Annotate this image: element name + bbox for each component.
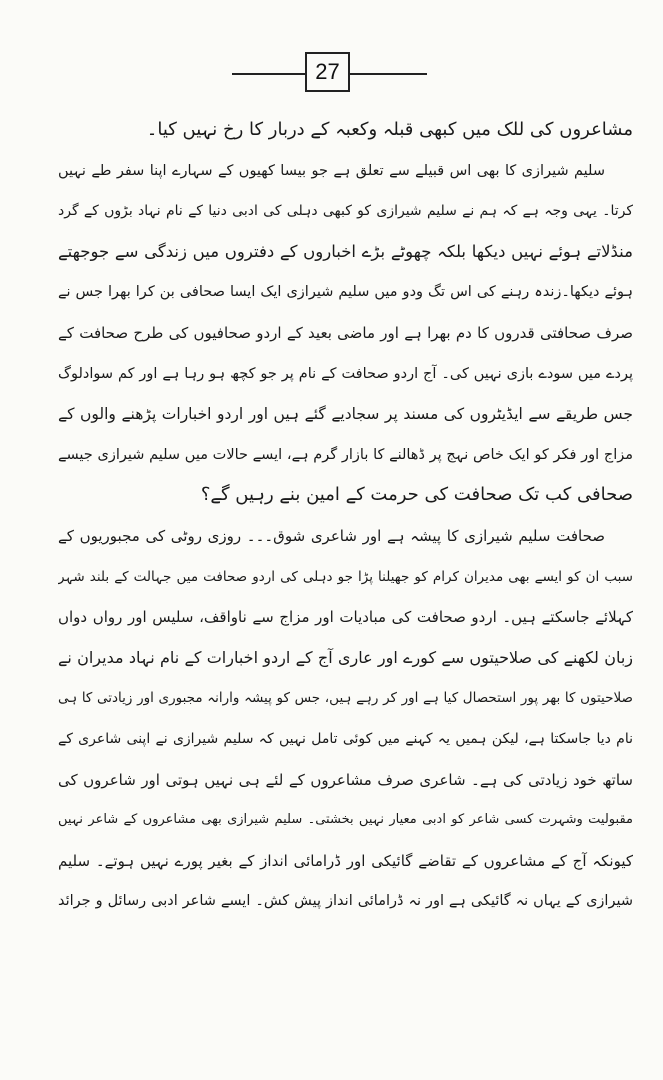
header-rule-right (347, 73, 427, 75)
text-line: صرف صحافتی قدروں کا دم بھرا ہے اور ماضی بعید کے اردو صحافیوں کی طرح صحافت کے (58, 323, 633, 342)
text-line: ساتھ خود زیادتی کی ہے۔ شاعری صرف مشاعروں کے لئے ہی نہیں ہوتی اور شاعروں کی (58, 770, 633, 789)
text-line: پردے میں سودے بازی نہیں کی۔ آج اردو صحافت کے نام پر جو کچھ ہو رہا ہے اور کم سوادلوگ (58, 365, 633, 382)
body-text (58, 110, 633, 922)
text-line: شیرازی کے یہاں نہ گائیکی ہے اور نہ ڈرامائی انداز پیش کش۔ ایسے شاعر ادبی رسائل و جرائد (58, 893, 633, 910)
text-line: صحافت سلیم شیرازی کا پیشہ ہے اور شاعری شوق۔۔۔ روزی روٹی کی مجبوریوں کے (58, 526, 605, 545)
text-line: صلاحیتوں کا بھر پور استحصال کیا ہے اور کر رہے ہیں، جس کو پیشہ وارانہ مجبوری اور زیادتی کا ہی (58, 690, 633, 707)
text-line: سلیم شیرازی کا بھی اس قبیلے سے تعلق ہے جو بیسا کھیوں کے سہارے اپنا سفر طے نہیں (58, 162, 605, 179)
text-line: صحافی کب تک صحافت کی حرمت کے امین بنے رہیں گے؟ (200, 484, 633, 506)
page-header (0, 52, 663, 96)
text-line: سبب ان کو ایسے بھی مدیران کرام کو جھیلنا پڑا جو دہلی کی اردو صحافت میں جہالت کے بلند شہر (58, 568, 633, 585)
text-line: منڈلاتے ہوئے نہیں دیکھا بلکہ چھوٹے بڑے اخباروں کے دفتروں میں زندگی سے جوجھتے (58, 241, 633, 261)
text-line: جس طریقے سے ایڈیٹروں کی مسند پر سجادیے گئے ہیں اور اردو اخبارات پڑھنے والوں کے (58, 405, 633, 424)
text-line: کیونکہ آج کے مشاعروں کے تقاضے گائیکی اور ڈرامائی انداز کے بغیر پورے نہیں ہوتے۔ سلیم (58, 851, 633, 870)
text-line: نام دیا جاسکتا ہے، لیکن ہمیں یہ کہنے میں کوئی تامل نہیں کہ سلیم شیرازی نے اپنی شاعری کے (58, 730, 633, 747)
text-line: زبان لکھنے کی صلاحیتوں سے کورے اور عاری آج کے اردو اخبارات کے نام نہاد مدیران نے (58, 647, 633, 667)
text-line: مشاعروں کی للک میں کبھی قبلہ وکعبہ کے دربار کا رخ نہیں کیا۔ (146, 119, 633, 140)
text-line: کہلائے جاسکتے ہیں۔ اردو صحافت کی مبادیات اور مزاج سے ناواقف، سلیس اور رواں دواں (58, 608, 633, 627)
text-line: مزاج اور فکر کو ایک خاص نہج پر ڈھالنے کا بازار گرم ہے، ایسے حالات میں سلیم شیرازی جیسے (58, 446, 633, 463)
text-line: کرتا۔ یہی وجہ ہے کہ ہم نے سلیم شیرازی کو کبھی دہلی کی ادبی دنیا کے نام نہاد بڑوں کے گرد (58, 203, 633, 220)
page-number: 27 (305, 52, 350, 92)
text-line: ہوئے دیکھا۔زندہ رہنے کی اس تگ ودو میں سلیم شیرازی ایک ایسا صحافی بن کرا بھرا جس نے (58, 284, 633, 301)
text-line: مقبولیت وشہرت کسی شاعر کو ادبی معیار نہیں بخشتی۔ سلیم شیرازی بھی مشاعروں کے شاعر نہیں (58, 812, 633, 828)
header-rule-left (232, 73, 310, 75)
